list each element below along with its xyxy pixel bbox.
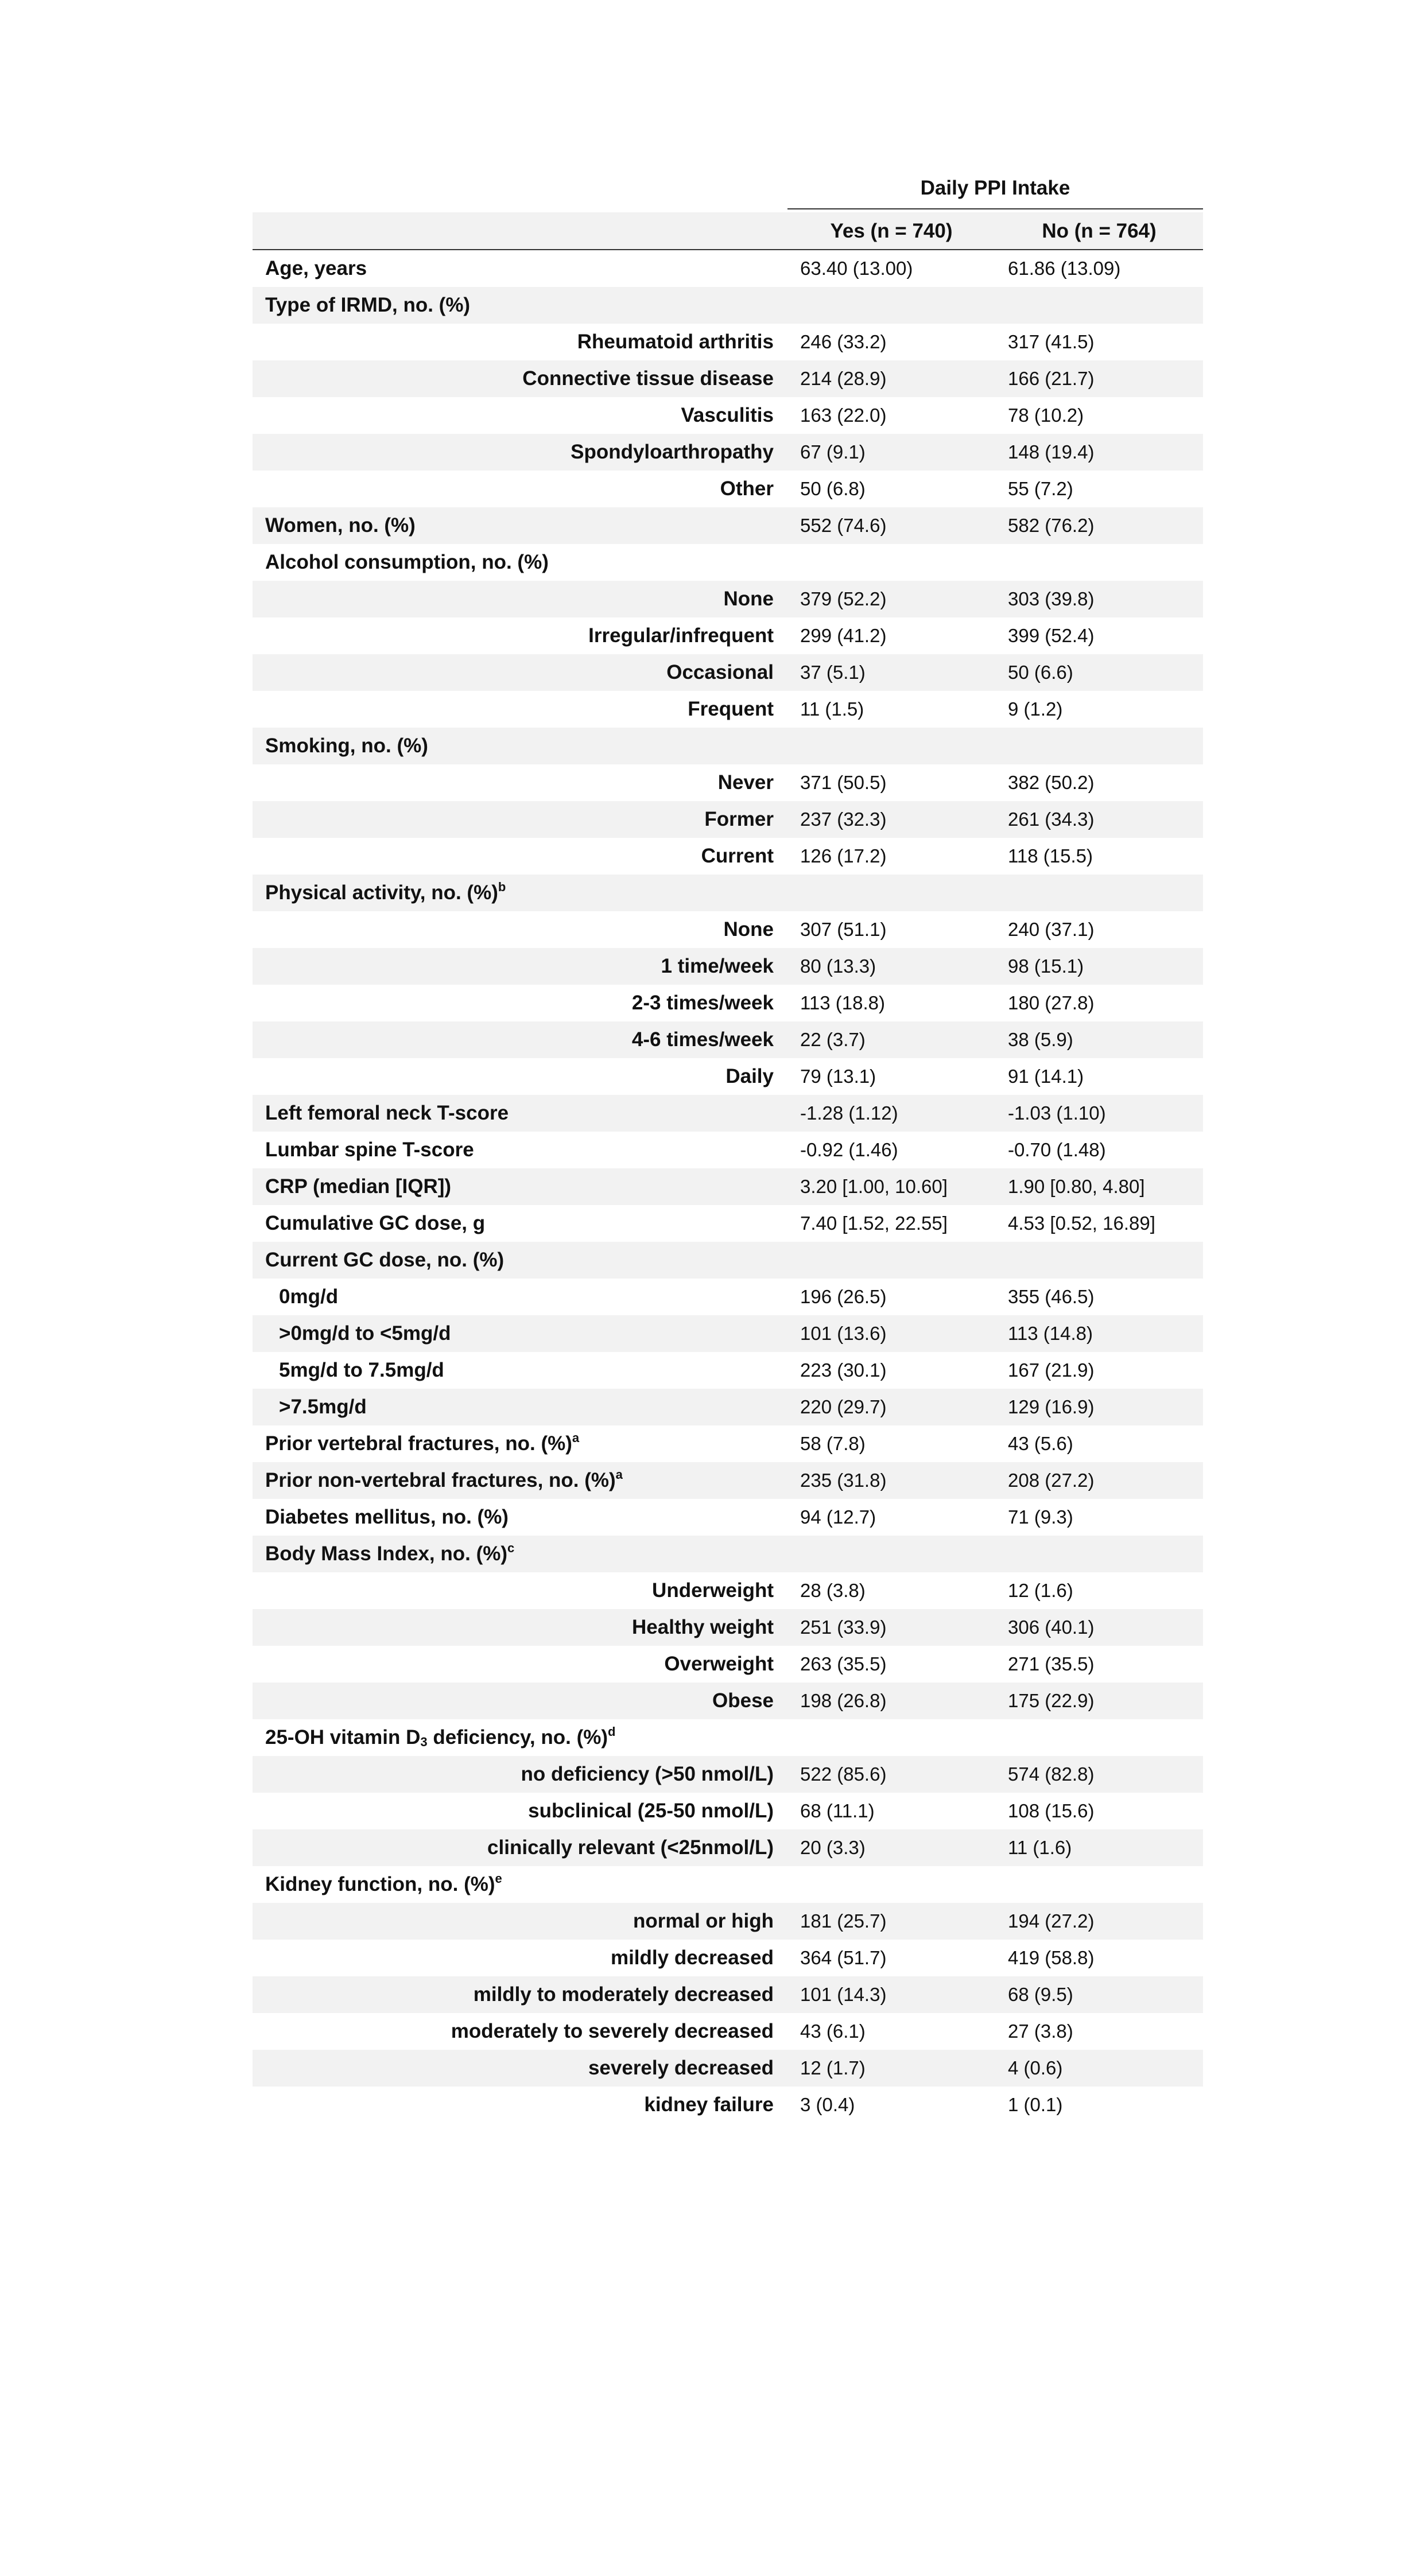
table-row: [253, 1315, 1203, 1352]
row-label: [253, 551, 787, 574]
table-row: [253, 1462, 1203, 1499]
table-row: [253, 1499, 1203, 1536]
cell-no: 167 (21.9): [1008, 1359, 1095, 1381]
column-header-yes: Yes (n = 740): [830, 220, 953, 242]
cell-no: -0.70 (1.48): [1008, 1139, 1106, 1160]
table-row: [253, 360, 1203, 397]
table-row: [253, 1095, 1203, 1132]
row-label-text: Underweight: [652, 1579, 774, 1602]
row-label-text: Overweight: [664, 1653, 774, 1675]
table-row: [253, 250, 1203, 287]
row-label-text: Physical activity, no. (%): [265, 881, 498, 904]
row-label-text: 5mg/d to 7.5mg/d: [279, 1359, 444, 1381]
cell-no: 1.90 [0.80, 4.80]: [1008, 1176, 1145, 1197]
row-label-footnote-marker: a: [615, 1467, 623, 1482]
table-row: [253, 1976, 1203, 2013]
cell-no: 27 (3.8): [1008, 2021, 1073, 2042]
cell-no: 38 (5.9): [1008, 1029, 1073, 1050]
table-row: [253, 1352, 1203, 1389]
row-label: [253, 735, 787, 757]
cell-yes: 522 (85.6): [800, 1763, 887, 1785]
row-label: [253, 2093, 787, 2116]
cell-yes: 364 (51.7): [800, 1947, 887, 1968]
table-row: [253, 1132, 1203, 1168]
row-label-text: Cumulative GC dose, g: [265, 1212, 486, 1234]
cell-no: 180 (27.8): [1008, 992, 1095, 1013]
row-label-text: Lumbar spine T-score: [265, 1139, 474, 1161]
group-header-rule: [787, 208, 1203, 209]
table-row: [253, 1756, 1203, 1793]
row-label-text: subclinical (25-50 nmol/L): [528, 1800, 774, 1822]
cell-yes: 94 (12.7): [800, 1506, 876, 1528]
cell-yes: 22 (3.7): [800, 1029, 866, 1050]
row-label-footnote-marker: e: [495, 1871, 502, 1886]
row-label: [253, 1689, 787, 1712]
row-label-text: Smoking, no. (%): [265, 735, 428, 757]
table-row: [253, 507, 1203, 544]
row-label-text: clinically relevant (<25nmol/L): [487, 1836, 774, 1859]
row-label: [253, 1983, 787, 2006]
table-row: [253, 2087, 1203, 2123]
cell-yes: 67 (9.1): [800, 441, 866, 463]
row-label: [253, 2057, 787, 2080]
cell-yes: 220 (29.7): [800, 1396, 887, 1417]
cell-no: 12 (1.6): [1008, 1580, 1073, 1601]
cell-yes: 50 (6.8): [800, 478, 866, 499]
table-row: [253, 764, 1203, 801]
cell-no: 113 (14.8): [1008, 1323, 1093, 1344]
row-label: [253, 1579, 787, 1602]
row-label-text: Never: [717, 771, 774, 794]
row-label: [253, 1175, 787, 1198]
table-row: [253, 911, 1203, 948]
cell-yes: 196 (26.5): [800, 1286, 887, 1307]
cell-no: 55 (7.2): [1008, 478, 1073, 499]
row-label-text: kidney failure: [644, 2093, 774, 2116]
table-row: [253, 1940, 1203, 1976]
row-label-text: Alcohol consumption, no. (%): [265, 551, 549, 573]
table-row: [253, 875, 1203, 911]
row-label-text: severely decreased: [588, 2057, 774, 2079]
table-row: [253, 1829, 1203, 1866]
table-row: [253, 324, 1203, 360]
cell-yes: -1.28 (1.12): [800, 1102, 898, 1124]
cell-yes: 198 (26.8): [800, 1690, 887, 1711]
row-label: [253, 257, 787, 280]
row-label: [253, 1285, 787, 1308]
cell-no: 98 (15.1): [1008, 955, 1084, 977]
row-label: [253, 661, 787, 684]
table-group-header: [253, 172, 1203, 212]
row-label-footnote-marker: a: [572, 1431, 580, 1445]
cell-no: 194 (27.2): [1008, 1910, 1095, 1932]
row-label-text: Irregular/infrequent: [588, 624, 774, 647]
cell-yes: 371 (50.5): [800, 772, 887, 793]
row-label: [253, 1946, 787, 1969]
row-label-text: no deficiency (>50 nmol/L): [521, 1763, 774, 1785]
row-label: [253, 1836, 787, 1859]
cell-yes: 7.40 [1.52, 22.55]: [800, 1213, 948, 1234]
cell-no: 61.86 (13.09): [1008, 258, 1121, 279]
row-label-text: Women, no. (%): [265, 514, 416, 537]
table-row: [253, 654, 1203, 691]
table-row: [253, 471, 1203, 507]
row-label-text: 0mg/d: [279, 1285, 339, 1308]
row-label: [253, 1249, 787, 1272]
cell-yes: 235 (31.8): [800, 1470, 887, 1491]
row-label: [253, 881, 787, 904]
row-label-text: Occasional: [666, 661, 774, 683]
table-row: [253, 1609, 1203, 1646]
cell-no: 419 (58.8): [1008, 1947, 1095, 1968]
row-label-text: Vasculitis: [681, 404, 774, 426]
table-row: [253, 1572, 1203, 1609]
cell-yes: 68 (11.1): [800, 1800, 875, 1821]
row-label-text: Connective tissue disease: [522, 367, 774, 390]
cell-no: 382 (50.2): [1008, 772, 1095, 793]
cell-no: 1 (0.1): [1008, 2094, 1063, 2115]
table-row: [253, 948, 1203, 985]
cell-no: 399 (52.4): [1008, 625, 1095, 646]
cell-no: 208 (27.2): [1008, 1470, 1095, 1491]
cell-yes: 101 (14.3): [800, 1984, 887, 2005]
row-label: [253, 1910, 787, 1933]
row-label: [253, 1543, 787, 1565]
cell-yes: 181 (25.7): [800, 1910, 887, 1932]
table-row: [253, 1793, 1203, 1829]
table-row: [253, 287, 1203, 324]
row-label: [253, 845, 787, 868]
row-label-text: CRP (median [IQR]): [265, 1175, 452, 1198]
row-label: [253, 698, 787, 721]
cell-yes: 12 (1.7): [800, 2057, 866, 2078]
table-row: [253, 2050, 1203, 2087]
row-label: [253, 1616, 787, 1639]
cell-yes: 126 (17.2): [800, 845, 887, 867]
row-label-text: 1 time/week: [661, 955, 774, 977]
cell-yes: 163 (22.0): [800, 405, 887, 426]
row-label: [253, 1065, 787, 1088]
row-label-text: >7.5mg/d: [279, 1396, 367, 1418]
row-label-footnote-marker: d: [608, 1724, 616, 1739]
cell-no: 166 (21.7): [1008, 368, 1095, 389]
row-label: [253, 404, 787, 427]
cell-no: 108 (15.6): [1008, 1800, 1095, 1821]
cell-no: 78 (10.2): [1008, 405, 1084, 426]
table-row: [253, 1205, 1203, 1242]
row-label-text: Healthy weight: [632, 1616, 774, 1638]
cell-yes: 20 (3.3): [800, 1837, 866, 1858]
row-label-text: mildly decreased: [610, 1946, 774, 1969]
table-row: [253, 1279, 1203, 1315]
row-label: [253, 808, 787, 831]
table-row: [253, 1683, 1203, 1719]
cell-no: 355 (46.5): [1008, 1286, 1095, 1307]
table-row: [253, 617, 1203, 654]
row-label: [253, 1726, 787, 1749]
row-label: [253, 1800, 787, 1823]
row-label-text: 25-OH vitamin D: [265, 1726, 421, 1749]
table-row: [253, 1168, 1203, 1205]
row-label-text: Daily: [725, 1065, 774, 1087]
row-label: [253, 1653, 787, 1676]
table-row: [253, 1646, 1203, 1683]
row-label-text: Spondyloarthropathy: [571, 441, 774, 463]
cell-no: 261 (34.3): [1008, 809, 1095, 830]
row-label-text: Kidney function, no. (%): [265, 1873, 495, 1895]
row-label-footnote-marker: b: [498, 880, 506, 894]
cell-yes: 43 (6.1): [800, 2021, 866, 2042]
table-row: [253, 1021, 1203, 1058]
row-label: [253, 1469, 787, 1492]
row-label: [253, 1873, 787, 1896]
table-row: [253, 985, 1203, 1021]
row-label-footnote-marker: c: [507, 1541, 515, 1555]
cell-yes: 251 (33.9): [800, 1617, 887, 1638]
row-label-text: Prior non-vertebral fractures, no. (%): [265, 1469, 616, 1491]
cell-yes: 246 (33.2): [800, 331, 887, 352]
cell-yes: 263 (35.5): [800, 1653, 887, 1674]
cell-no: 91 (14.1): [1008, 1066, 1084, 1087]
row-label: [253, 1102, 787, 1125]
row-label: [253, 1432, 787, 1455]
row-label: [253, 1322, 787, 1345]
cell-yes: 28 (3.8): [800, 1580, 866, 1601]
row-label-text: normal or high: [633, 1910, 774, 1932]
row-label-text: Rheumatoid arthritis: [577, 331, 774, 353]
row-label: [253, 441, 787, 464]
row-label: [253, 955, 787, 978]
cell-no: 4.53 [0.52, 16.89]: [1008, 1213, 1155, 1234]
row-label-subscript: 3: [420, 1735, 428, 1749]
cell-no: 306 (40.1): [1008, 1617, 1095, 1638]
cell-no: 129 (16.9): [1008, 1396, 1095, 1417]
row-label-text: 4-6 times/week: [631, 1028, 774, 1051]
group-header-title: Daily PPI Intake: [920, 177, 1070, 199]
table-row: [253, 397, 1203, 434]
row-label: [253, 992, 787, 1015]
cell-yes: 58 (7.8): [800, 1433, 866, 1454]
cell-no: 11 (1.6): [1008, 1837, 1072, 1858]
cell-yes: 3.20 [1.00, 10.60]: [800, 1176, 948, 1197]
cell-yes: 237 (32.3): [800, 809, 887, 830]
row-label: [253, 918, 787, 941]
cell-yes: 79 (13.1): [800, 1066, 876, 1087]
row-label: [253, 1506, 787, 1529]
cell-yes: 307 (51.1): [800, 919, 887, 940]
cell-no: 582 (76.2): [1008, 515, 1095, 536]
row-label: [253, 1359, 787, 1382]
row-label-text: Current: [701, 845, 774, 867]
cell-yes: 37 (5.1): [800, 662, 866, 683]
row-label-text: Obese: [712, 1689, 774, 1712]
row-label-text: moderately to severely decreased: [451, 2020, 774, 2042]
table-row: [253, 1242, 1203, 1279]
table-row: [253, 691, 1203, 728]
cell-yes: 299 (41.2): [800, 625, 887, 646]
table-body: [253, 250, 1203, 2123]
cell-no: 574 (82.8): [1008, 1763, 1095, 1785]
row-label: [253, 2020, 787, 2043]
cell-yes: 379 (52.2): [800, 588, 887, 609]
row-label: [253, 367, 787, 390]
cell-yes: 552 (74.6): [800, 515, 887, 536]
table-row: [253, 2013, 1203, 2050]
table-row: [253, 1058, 1203, 1095]
row-label-text: Diabetes mellitus, no. (%): [265, 1506, 509, 1528]
table-row: [253, 801, 1203, 838]
cell-no: 303 (39.8): [1008, 588, 1095, 609]
row-label: [253, 1028, 787, 1051]
row-label: [253, 1212, 787, 1235]
cell-no: 43 (5.6): [1008, 1433, 1073, 1454]
cell-yes: 63.40 (13.00): [800, 258, 913, 279]
table-row: [253, 838, 1203, 875]
row-label: [253, 1139, 787, 1161]
row-label: [253, 477, 787, 500]
row-label-text: mildly to moderately decreased: [473, 1983, 774, 2006]
table-row: [253, 1425, 1203, 1462]
cell-yes: 223 (30.1): [800, 1359, 887, 1381]
cell-no: 50 (6.6): [1008, 662, 1073, 683]
cell-no: 68 (9.5): [1008, 1984, 1073, 2005]
row-label-text: Body Mass Index, no. (%): [265, 1543, 507, 1565]
cell-no: 240 (37.1): [1008, 919, 1095, 940]
cell-no: 4 (0.6): [1008, 2057, 1063, 2078]
cell-no: 175 (22.9): [1008, 1690, 1095, 1711]
table-row: [253, 728, 1203, 764]
row-label: [253, 514, 787, 537]
row-label-text: Other: [720, 477, 774, 500]
cell-no: -1.03 (1.10): [1008, 1102, 1106, 1124]
cell-no: 9 (1.2): [1008, 698, 1063, 720]
column-header-label-cell: [253, 212, 787, 249]
row-label-text: Frequent: [688, 698, 774, 720]
cell-yes: -0.92 (1.46): [800, 1139, 898, 1160]
row-label-text: Type of IRMD, no. (%): [265, 294, 471, 316]
cell-no: 271 (35.5): [1008, 1653, 1095, 1674]
row-label-text: >0mg/d to <5mg/d: [279, 1322, 451, 1345]
column-header-row: [253, 212, 1203, 250]
table-row: [253, 1389, 1203, 1425]
row-label: [253, 624, 787, 647]
cell-no: 148 (19.4): [1008, 441, 1095, 463]
table-row: [253, 1866, 1203, 1903]
row-label-text: 2-3 times/week: [631, 992, 774, 1014]
column-header-no: No (n = 764): [1042, 220, 1157, 242]
cell-yes: 11 (1.5): [800, 698, 864, 720]
cell-yes: 214 (28.9): [800, 368, 887, 389]
row-label: [253, 771, 787, 794]
row-label-text-after: deficiency, no. (%): [427, 1726, 608, 1749]
row-label-text: Former: [704, 808, 774, 830]
table-row: [253, 544, 1203, 581]
table-row: [253, 1719, 1203, 1756]
row-label: [253, 294, 787, 317]
cell-yes: 3 (0.4): [800, 2094, 855, 2115]
table-row: [253, 1903, 1203, 1940]
row-label-text: Current GC dose, no. (%): [265, 1249, 505, 1271]
cell-yes: 113 (18.8): [800, 992, 885, 1013]
row-label-text: Left femoral neck T-score: [265, 1102, 509, 1124]
row-label-text: None: [723, 918, 774, 941]
row-label: [253, 1763, 787, 1786]
row-label: [253, 1396, 787, 1419]
table-row: [253, 581, 1203, 617]
row-label: [253, 331, 787, 353]
cell-yes: 101 (13.6): [800, 1323, 887, 1344]
row-label: [253, 588, 787, 611]
cell-no: 317 (41.5): [1008, 331, 1095, 352]
row-label-text: None: [723, 588, 774, 610]
table-row: [253, 434, 1203, 471]
cell-yes: 80 (13.3): [800, 955, 876, 977]
cell-no: 118 (15.5): [1008, 845, 1093, 867]
baseline-characteristics-table: [253, 172, 1203, 2123]
cell-no: 71 (9.3): [1008, 1506, 1073, 1528]
row-label-text: Prior vertebral fractures, no. (%): [265, 1432, 572, 1455]
table-row: [253, 1536, 1203, 1572]
row-label-text: Age, years: [265, 257, 367, 279]
